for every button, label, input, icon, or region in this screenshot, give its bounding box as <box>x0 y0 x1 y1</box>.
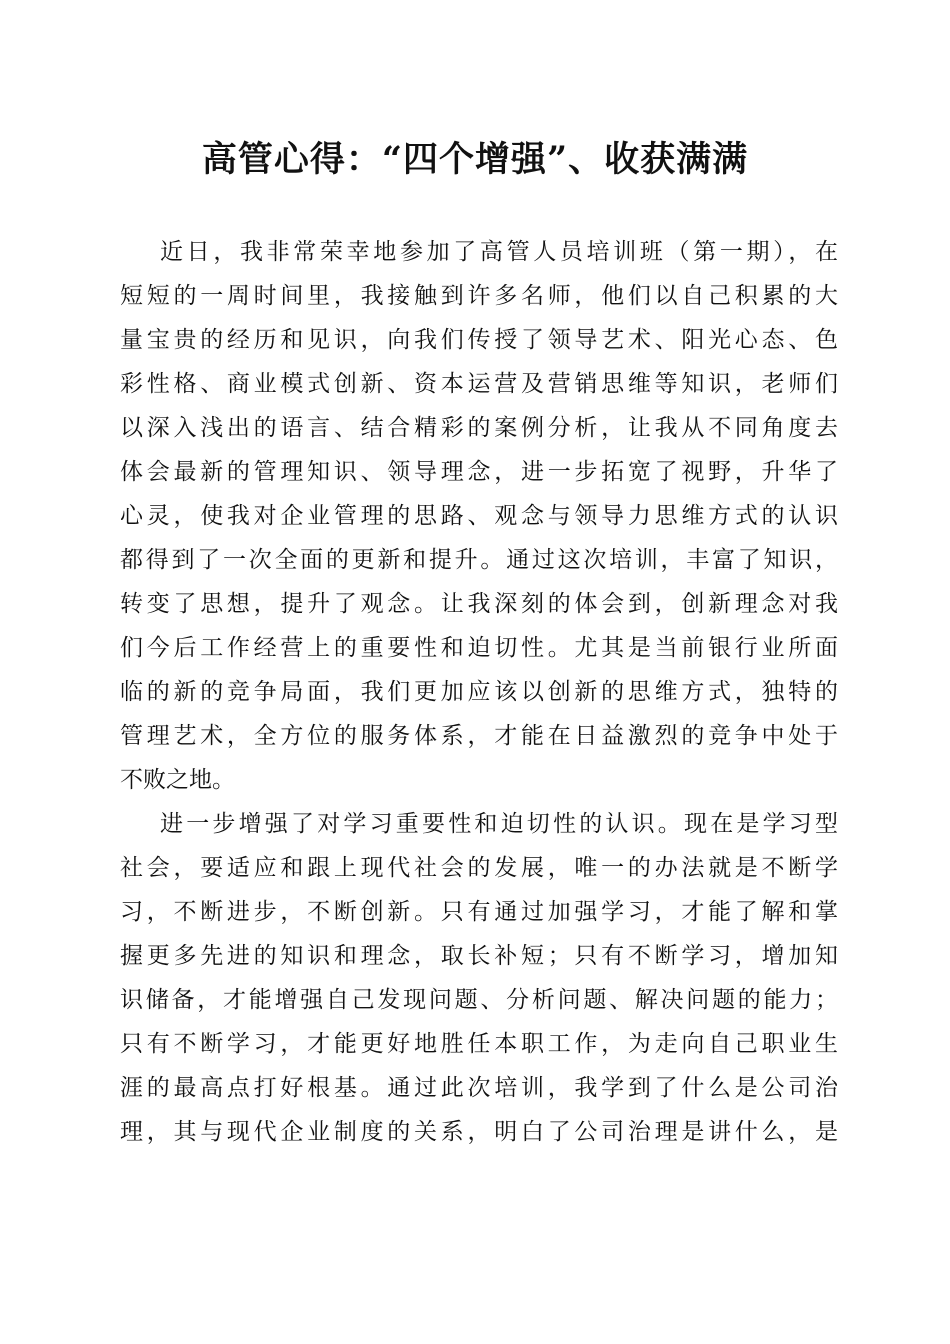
document-title: 高管心得：“四个增强”、收获满满 <box>201 139 749 180</box>
paragraph-line: 短短的一周时间里，我接触到许多名师，他们以自己积累的大 <box>120 283 838 309</box>
paragraph-line: 量宝贵的经历和见识，向我们传授了领导艺术、阳光心态、色 <box>120 327 838 353</box>
paragraph-line: 以深入浅出的语言、结合精彩的案例分析，让我从不同角度去 <box>120 415 838 441</box>
paragraph-line: 心灵，使我对企业管理的思路、观念与领导力思维方式的认识 <box>120 503 838 529</box>
paragraph-line: 彩性格、商业模式创新、资本运营及营销思维等知识，老师们 <box>120 371 838 397</box>
paragraph-line: 社会，要适应和跟上现代社会的发展，唯一的办法就是不断学 <box>120 855 838 881</box>
paragraph-line: 识储备，才能增强自己发现问题、分析问题、解决问题的能力； <box>120 987 838 1013</box>
paragraph-line: 理，其与现代企业制度的关系，明白了公司治理是讲什么，是 <box>120 1119 838 1145</box>
paragraph-line: 临的新的竞争局面，我们更加应该以创新的思维方式，独特的 <box>120 679 838 705</box>
paragraph-1 <box>120 230 838 802</box>
paragraph-line: 都得到了一次全面的更新和提升。通过这次培训，丰富了知识， <box>120 547 838 573</box>
paragraph-2 <box>120 802 838 1154</box>
paragraph-line: 体会最新的管理知识、领导理念，进一步拓宽了视野，升华了 <box>120 459 838 485</box>
paragraph-line: 习，不断进步，不断创新。只有通过加强学习，才能了解和掌 <box>120 899 838 925</box>
paragraph-line: 握更多先进的知识和理念，取长补短；只有不断学习，增加知 <box>120 943 838 969</box>
paragraph-line: 进一步增强了对学习重要性和迫切性的认识。现在是学习型 <box>160 811 838 837</box>
document-body <box>120 230 838 1154</box>
paragraph-line: 不败之地。 <box>120 767 235 793</box>
paragraph-line: 只有不断学习，才能更好地胜任本职工作，为走向自己职业生 <box>120 1031 838 1057</box>
paragraph-line: 近日，我非常荣幸地参加了高管人员培训班（第一期），在 <box>160 239 838 265</box>
paragraph-line: 们今后工作经营上的重要性和迫切性。尤其是当前银行业所面 <box>120 635 838 661</box>
paragraph-line: 转变了思想，提升了观念。让我深刻的体会到，创新理念对我 <box>120 591 838 617</box>
paragraph-line: 涯的最高点打好根基。通过此次培训，我学到了什么是公司治 <box>120 1075 838 1101</box>
paragraph-line: 管理艺术，全方位的服务体系，才能在日益激烈的竞争中处于 <box>120 723 838 749</box>
